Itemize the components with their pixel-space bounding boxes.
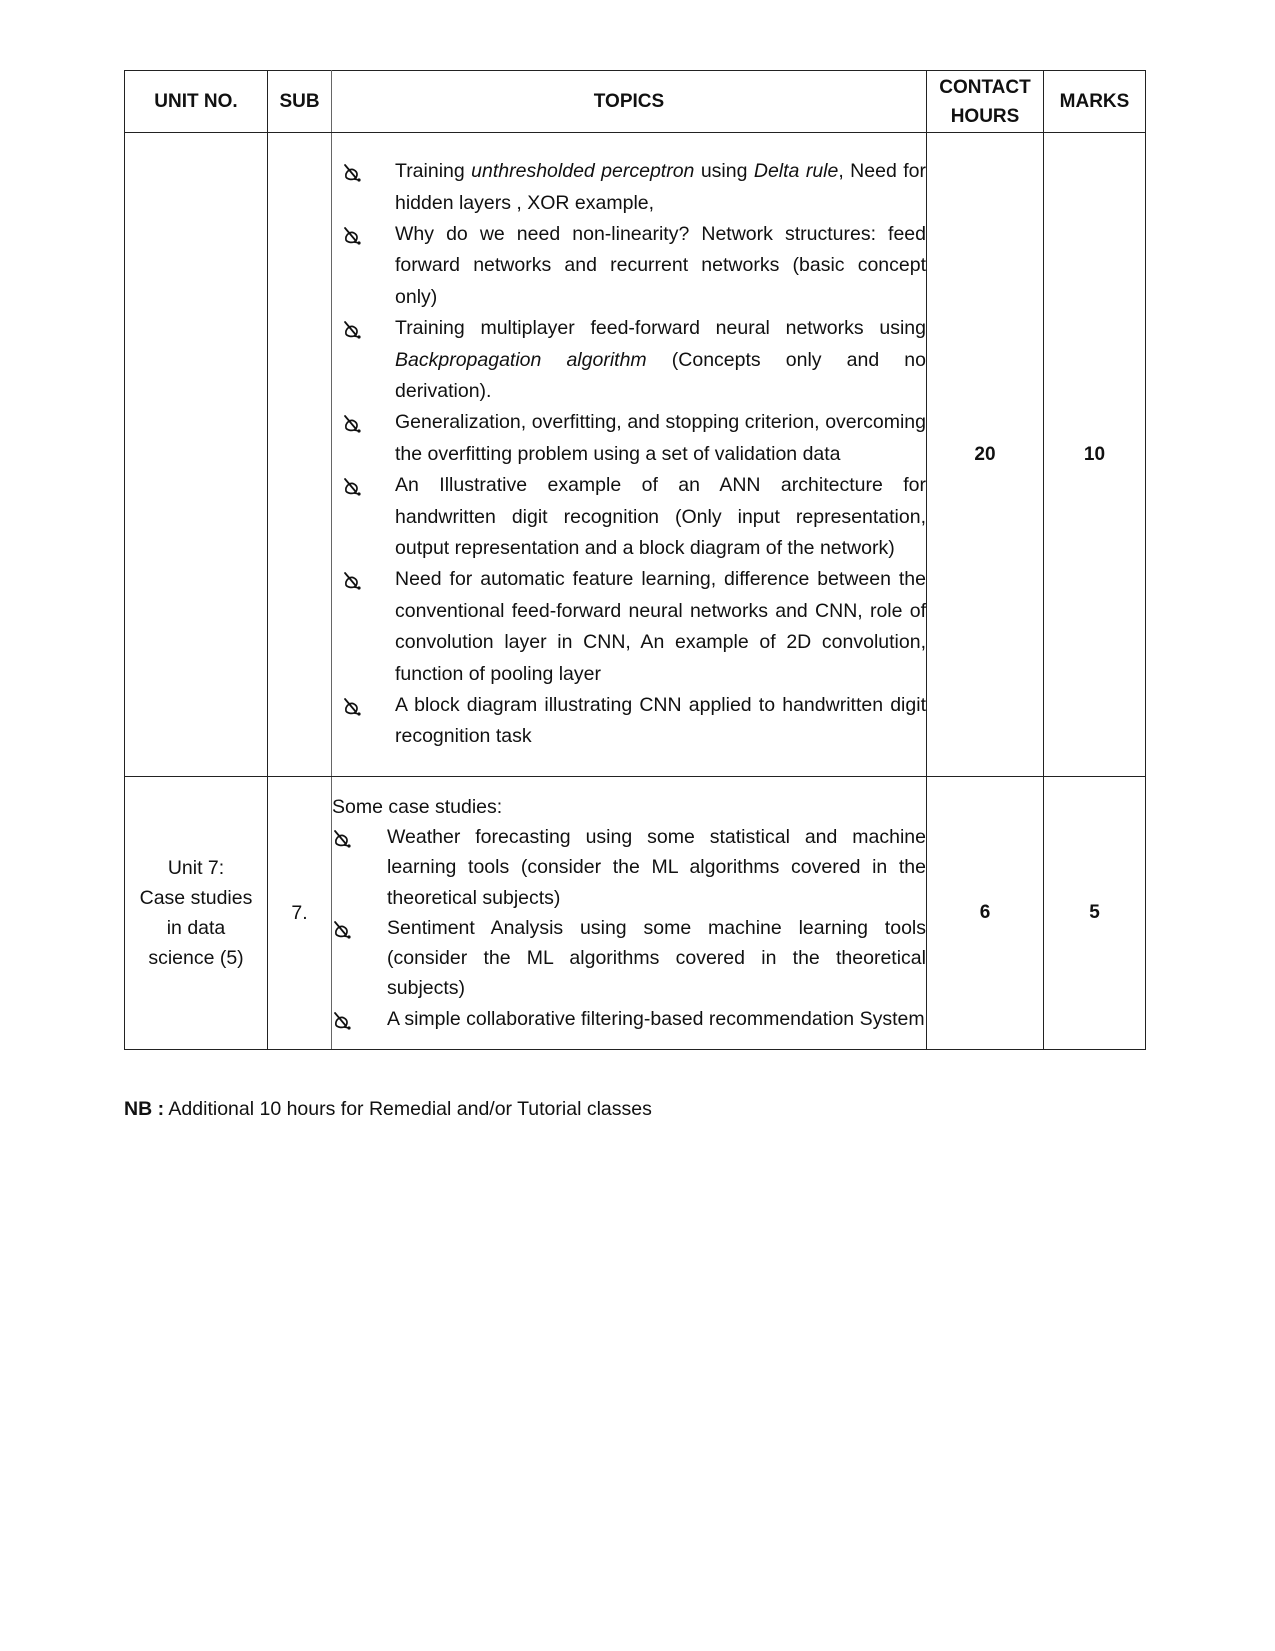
topic-item <box>332 913 926 1004</box>
header-sub: SUB <box>268 71 332 133</box>
topic-text: A simple collaborative filtering-based recommendation System <box>387 1007 925 1030</box>
topic-text: , Need for hidden layers , XOR example, <box>395 160 926 214</box>
crossed-loop-bullet-icon <box>342 414 364 434</box>
crossed-loop-bullet-icon <box>332 920 354 940</box>
topics-cell <box>332 133 927 777</box>
table-row <box>125 133 1146 777</box>
footnote-text: Additional 10 hours for Remedial and/or Tutorial classes <box>164 1098 652 1120</box>
topic-text: An Illustrative example of an ANN architecture for handwritten digit recognition (Only input representation, output representation and a block diagram of the network) <box>395 474 926 560</box>
sub-cell <box>268 133 332 777</box>
header-contact-hours-line2: HOURS <box>950 105 1020 127</box>
header-contact-hours-line1: CONTACT <box>939 76 1031 98</box>
unit-label-line: in data <box>166 917 226 939</box>
topic-text: Why do we need non-linearity? Network structures: feed forward networks and recurrent networks (basic concept only) <box>395 222 926 308</box>
unit-label-line: Case studies <box>139 887 253 909</box>
topic-item <box>342 219 926 313</box>
topics-cell <box>332 777 927 1050</box>
crossed-loop-bullet-icon <box>342 163 364 183</box>
marks-cell: 5 <box>1044 777 1146 1050</box>
topic-item <box>332 822 926 913</box>
crossed-loop-bullet-icon <box>342 226 364 246</box>
topic-item <box>342 407 926 470</box>
crossed-loop-bullet-icon <box>332 829 354 849</box>
contact-hours-cell: 20 <box>927 133 1044 777</box>
topics-list <box>332 822 926 1034</box>
crossed-loop-bullet-icon <box>342 697 364 717</box>
topic-item <box>342 564 926 690</box>
crossed-loop-bullet-icon <box>342 571 364 591</box>
sub-cell: 7. <box>268 777 332 1050</box>
crossed-loop-bullet-icon <box>342 477 364 497</box>
unit-label-line: Unit 7: <box>167 857 225 879</box>
header-unit-no: UNIT NO. <box>125 71 268 133</box>
topic-item <box>342 313 926 407</box>
footnote <box>124 1098 652 1121</box>
topic-text: Delta rule <box>753 160 839 183</box>
crossed-loop-bullet-icon <box>342 320 364 340</box>
topic-text: Generalization, overfitting, and stopping criterion, overcoming the overfitting problem using a set of validation data <box>395 411 926 465</box>
syllabus-table <box>124 70 1146 1050</box>
topic-text: Training multiplayer feed-forward neural networks using <box>395 317 926 340</box>
topic-text: Weather forecasting using some statistical and machine learning tools (consider the ML algorithms covered in the theoretical subjects) <box>387 825 926 909</box>
unit-label-line: science (5) <box>148 947 244 969</box>
header-marks: MARKS <box>1044 71 1146 133</box>
topics-heading: Some case studies: <box>332 795 503 818</box>
table-row <box>125 777 1146 1050</box>
header-topics: TOPICS <box>332 71 927 133</box>
unit-cell <box>125 777 268 1050</box>
topic-item <box>342 156 926 219</box>
header-contact-hours <box>927 71 1044 133</box>
topic-item <box>332 1004 926 1034</box>
marks-cell: 10 <box>1044 133 1146 777</box>
topic-item <box>342 470 926 564</box>
contact-hours-cell: 6 <box>927 777 1044 1050</box>
topic-text: Training <box>395 160 472 183</box>
topic-item <box>342 690 926 753</box>
topic-text: Backpropagation algorithm <box>395 348 647 371</box>
topic-text: A block diagram illustrating CNN applied to handwritten digit recognition task <box>395 694 926 748</box>
topic-text: Sentiment Analysis using some machine learning tools (consider the ML algorithms covered in the theoretical subjects) <box>387 916 926 1000</box>
table-header-row <box>125 71 1146 133</box>
crossed-loop-bullet-icon <box>332 1011 354 1031</box>
topic-text: unthresholded perceptron <box>471 160 695 183</box>
unit-cell <box>125 133 268 777</box>
topic-text: (Concepts only and no derivation). <box>395 348 926 402</box>
footnote-label: NB : <box>124 1098 165 1120</box>
topic-text: using <box>694 160 754 183</box>
topics-list <box>332 156 926 753</box>
topic-text: Need for automatic feature learning, difference between the conventional feed-forward neural networks and CNN, role of convolution layer in CNN, An example of 2D convolution, function of pooling layer <box>395 568 926 685</box>
